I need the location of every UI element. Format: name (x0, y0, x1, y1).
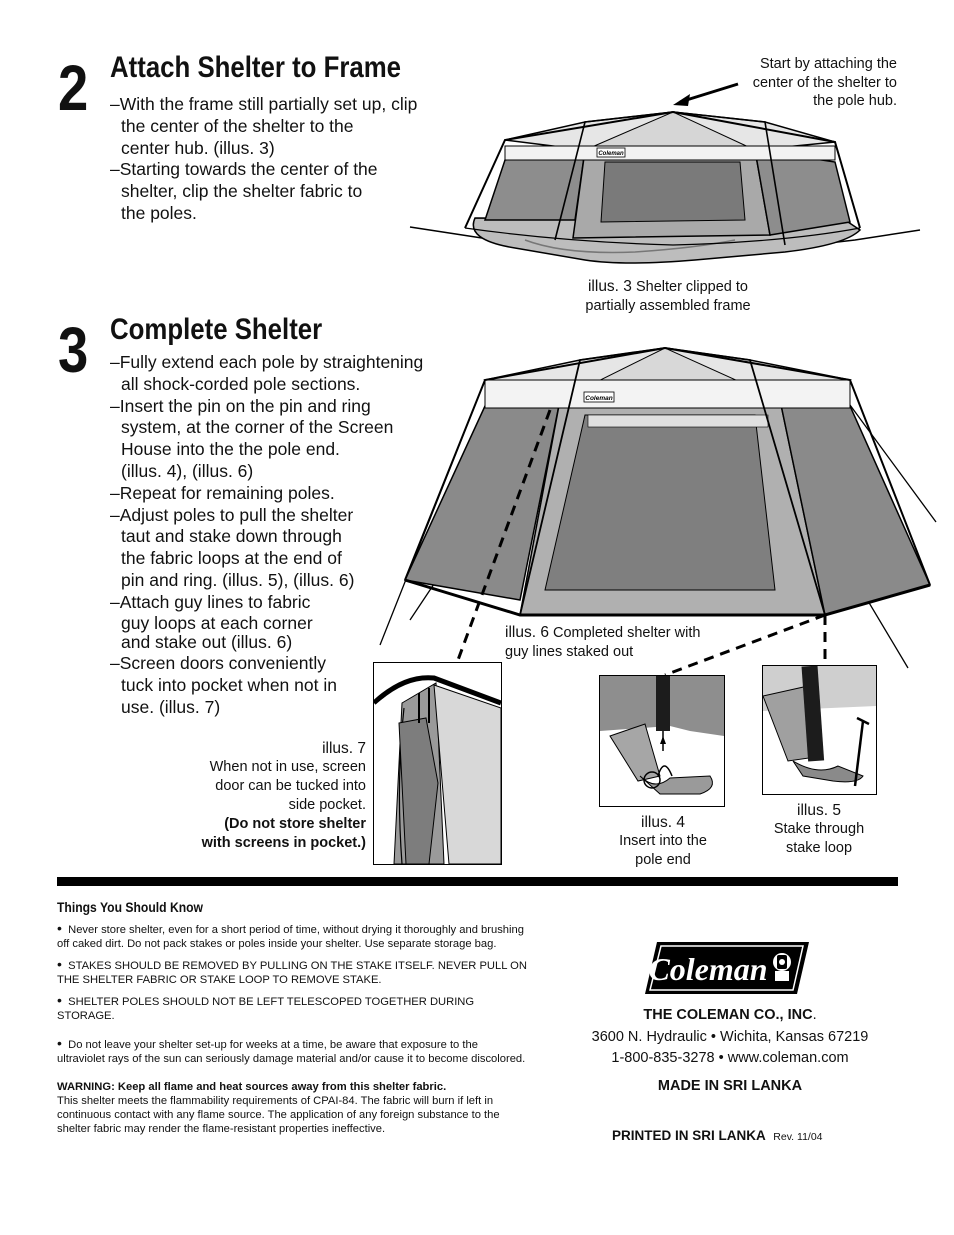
step-2-line: –With the frame still partially set up, clip (110, 94, 418, 114)
illus-7-warning-line: (Do not store shelter (224, 816, 366, 832)
things-heading: Things You Should Know (57, 900, 204, 915)
company-name-period: . (812, 1007, 817, 1023)
company-name: THE COLEMAN CO., INC (643, 1007, 813, 1023)
illus-7-label: illus. 7 (322, 740, 366, 757)
step-2-line: shelter, clip the shelter fabric to (121, 181, 363, 202)
step-3-line: all shock-corded pole sections. (121, 373, 361, 394)
coleman-logo (643, 940, 811, 996)
things-item (57, 993, 527, 1023)
step-3-line: –Fully extend each pole by straightening (110, 352, 424, 372)
illus-3-shelter-partial-frame (405, 70, 925, 270)
things-list (57, 921, 527, 1142)
illus-3-caption-b: partially assembled frame (585, 297, 751, 314)
step-3-line: use. (illus. 7) (121, 696, 221, 717)
things-item-text: Never store shelter, even for a short period of time, without drying it thoroughly and brushing off caked dirt. Do not pack stakes or poles inside your shelter. Use separate storage bag. (57, 924, 524, 950)
step-2-number: 2 (58, 52, 89, 124)
step-2-instructions (110, 94, 417, 225)
coleman-logo-text: Coleman (648, 951, 768, 987)
illus-3-label: illus. 3 (587, 278, 632, 295)
hub-callout-line: the pole hub. (813, 93, 897, 109)
illus-5-box (762, 665, 877, 795)
step-2-line: center hub. (illus. 3) (121, 137, 275, 158)
step-3-line: the fabric loops at the end of (121, 548, 342, 569)
illus-4-caption (598, 813, 728, 870)
made-in: MADE IN SRI LANKA (657, 1077, 803, 1094)
step-3-line: –Insert the pin on the pin and ring (110, 395, 371, 416)
revision: Rev. 11/04 (773, 1131, 823, 1143)
step-3-line: (illus. 4), (illus. 6) (121, 460, 254, 481)
step-3-line: guy loops at each corner (121, 612, 313, 633)
illus-6-caption-a: Completed shelter with (552, 625, 701, 641)
illus-7-line: side pocket. (288, 797, 366, 813)
step-3-number: 3 (58, 314, 89, 386)
things-item (57, 921, 527, 951)
illus-4-line: pole end (635, 852, 691, 868)
step-3-line: –Adjust poles to pull the shelter (110, 504, 354, 525)
warning-block (57, 1080, 527, 1136)
illus-6-caption-b: guy lines staked out (505, 643, 634, 660)
illus-7-line: When not in use, screen (209, 759, 366, 775)
illus-6-caption (505, 624, 700, 661)
step-3-line: and stake out (illus. 6) (121, 631, 293, 652)
coleman-logo-small: Coleman (585, 395, 613, 402)
bullet-icon: • (57, 992, 62, 1008)
step-3-line: –Attach guy lines to fabric (110, 591, 311, 612)
step-3-line: system, at the corner of the Screen (121, 417, 394, 438)
step-3-title: Complete Shelter (110, 313, 323, 346)
illus-5-stake-through-loop (763, 666, 876, 794)
things-item-text: STAKES SHOULD BE REMOVED BY PULLING ON THE STAKE ITSELF. NEVER PULL ON THE SHELTER FABRIC OR STAKE LOOP TO REMOVE STAKE. (57, 960, 527, 986)
illus-7-screen-door-pocket (374, 663, 501, 864)
illus-7-box (373, 662, 502, 865)
company-address: 3600 N. Hydraulic • Wichita, Kansas 67219 (591, 1028, 869, 1045)
warning-text: This shelter meets the flammability requirements of CPAI-84. The fabric will burn if left in continuous contact with any flame source. The application of any foreign substance to the shelter fabric may render the flame-resistant properties ineffective. (57, 1095, 500, 1135)
coleman-logo-small: Coleman (598, 151, 624, 157)
step-3-line: taut and stake down through (121, 526, 342, 547)
bullet-icon: • (57, 1035, 62, 1051)
illus-7-line: door can be tucked into (215, 778, 366, 794)
illus-7-warning-line: with screens in pocket.) (201, 835, 366, 851)
printed-in: PRINTED IN SRI LANKA (612, 1128, 766, 1143)
step-2-line: –Starting towards the center of the (110, 159, 378, 180)
illus-4-pin-into-pole (600, 676, 724, 806)
illus-4-box (599, 675, 725, 807)
illus-5-line: stake loop (785, 840, 853, 856)
things-item (57, 957, 527, 987)
step-2-line: the center of the shelter to the (121, 115, 354, 136)
illus-3-caption-a: Shelter clipped to (635, 279, 748, 295)
step-3-line: pin and ring. (illus. 5), (illus. 6) (121, 569, 355, 590)
step-2-title: Attach Shelter to Frame (110, 51, 402, 84)
things-item-text: SHELTER POLES SHOULD NOT BE LEFT TELESCOPED TOGETHER DURING STORAGE. (57, 996, 475, 1022)
printed-in-line (612, 1128, 823, 1143)
illus-3-caption (572, 278, 764, 315)
illus-5-label: illus. 5 (797, 802, 841, 819)
illus-4-label: illus. 4 (641, 814, 685, 831)
bullet-icon: • (57, 920, 62, 936)
illus-5-caption (755, 801, 883, 858)
bullet-icon: • (57, 956, 62, 972)
hub-callout-line: center of the shelter to (752, 74, 897, 91)
step-3-line: House into the the pole end. (121, 439, 340, 460)
warning-heading: WARNING: Keep all flame and heat sources away from this shelter fabric. (57, 1081, 447, 1093)
illus-6-label: illus. 6 (505, 624, 549, 641)
section-divider (57, 877, 898, 886)
illus-5-line: Stake through (773, 821, 865, 837)
step-3-line: tuck into pocket when not in (121, 675, 337, 696)
step-3-line: –Repeat for remaining poles. (110, 482, 335, 503)
company-phone-web: 1-800-835-3278 • www.coleman.com (611, 1050, 849, 1066)
illus-4-line: Insert into the (619, 833, 707, 849)
step-2-line: the poles. (121, 202, 197, 223)
company-block (560, 1005, 900, 1097)
things-item (57, 1036, 527, 1066)
hub-callout-line: Start by attaching the (759, 56, 897, 72)
things-item-text: Do not leave your shelter set-up for weeks at a time, be aware that exposure to the ultraviolet rays of the sun can seriously damage material and/or cause it to become discolored. (57, 1039, 526, 1065)
illus-7-caption (170, 739, 366, 853)
step-3-line: –Screen doors conveniently (110, 653, 326, 674)
